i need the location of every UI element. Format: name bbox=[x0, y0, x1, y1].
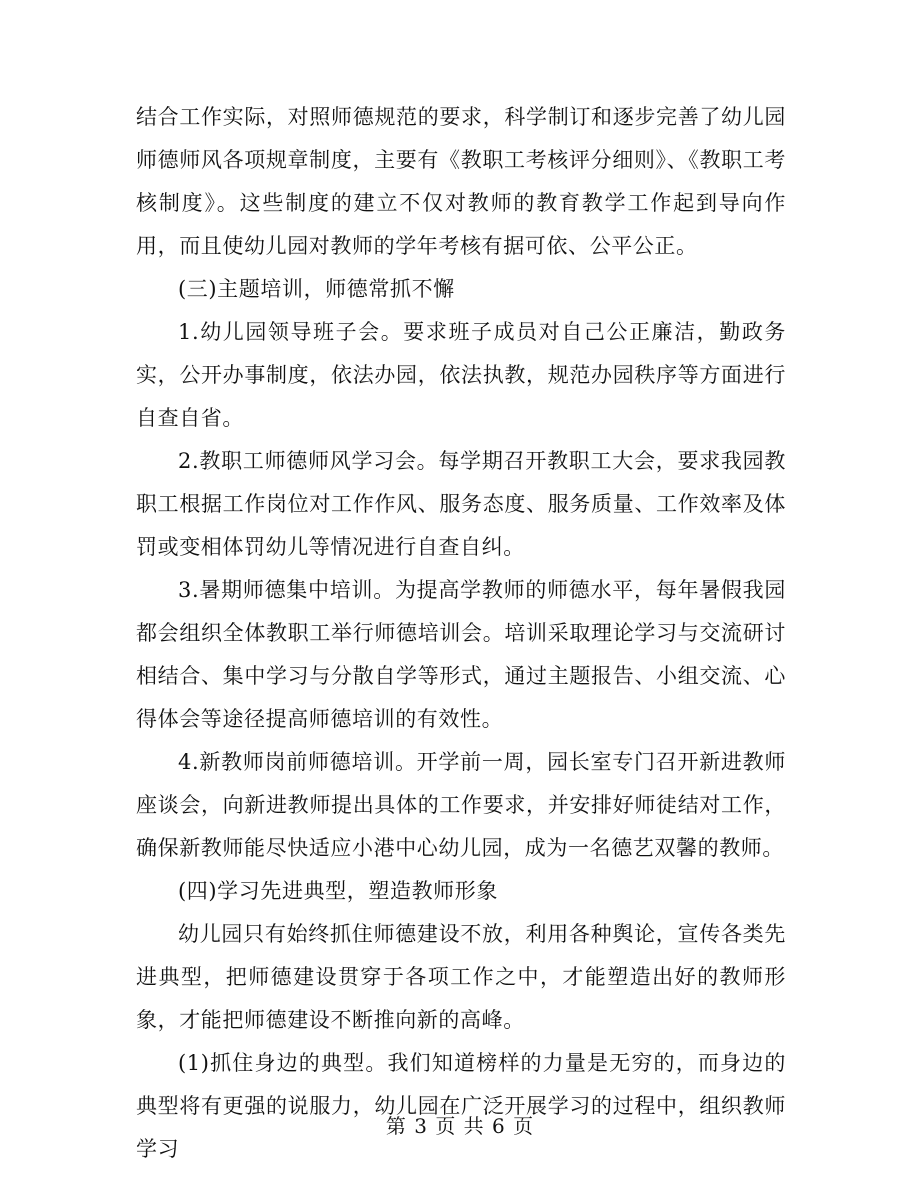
paragraph-item-3: 3.暑期师德集中培训。为提高学教师的师德水平，每年暑假我园都会组织全体教职工举行师德培训会。培训采取理论学习与交流研讨相结合、集中学习与分散自学等形式，通过主题报告、小组交流、心得体会等途径提高师德培训的有效性。 bbox=[136, 578, 786, 731]
paragraph-item-4: 4.新教师岗前师德培训。开学前一周，园长室专门召开新进教师座谈会，向新进教师提出具体的工作要求，并安排好师徒结对工作，确保新教师能尽快适应小港中心幼儿园，成为一名德艺双馨的教师。 bbox=[136, 750, 786, 860]
paragraph-section-4-intro: 幼儿园只有始终抓住师德建设不放，利用各种舆论，宣传各类先进典型，把师德建设贯穿于各项工作之中，才能塑造出好的教师形象，才能把师德建设不断推向新的高峰。 bbox=[136, 922, 786, 1032]
paragraph-item-1: 1.幼儿园领导班子会。要求班子成员对自己公正廉洁，勤政务实，公开办事制度，依法办园，依法执教，规范办园秩序等方面进行自查自省。 bbox=[136, 320, 786, 430]
paragraph-1: 结合工作实际，对照师德规范的要求，科学制订和逐步完善了幼儿园师德师风各项规章制度，主要有《教职工考核评分细则》、《教职工考核制度》。这些制度的建立不仅对教师的教育教学工作起到导向作用，而且使幼儿园对教师的学年考核有据可依、公平公正。 bbox=[136, 105, 786, 258]
paragraph-subitem-1: (1)抓住身边的典型。我们知道榜样的力量是无穷的，而身边的典型将有更强的说服力，幼儿园在广泛开展学习的过程中，组织教师学习 bbox=[136, 1051, 786, 1161]
paragraph-item-2: 2.教职工师德师风学习会。每学期召开教职工大会，要求我园教职工根据工作岗位对工作作风、服务态度、服务质量、工作效率及体罚或变相体罚幼儿等情况进行自查自纠。 bbox=[136, 449, 786, 559]
section-heading-4: (四)学习先进典型，塑造教师形象 bbox=[178, 879, 498, 903]
section-heading-3: (三)主题培训，师德常抓不懈 bbox=[178, 277, 455, 301]
document-body bbox=[136, 96, 786, 1171]
page-footer: 第 3 页 共 6 页 bbox=[385, 1114, 535, 1138]
